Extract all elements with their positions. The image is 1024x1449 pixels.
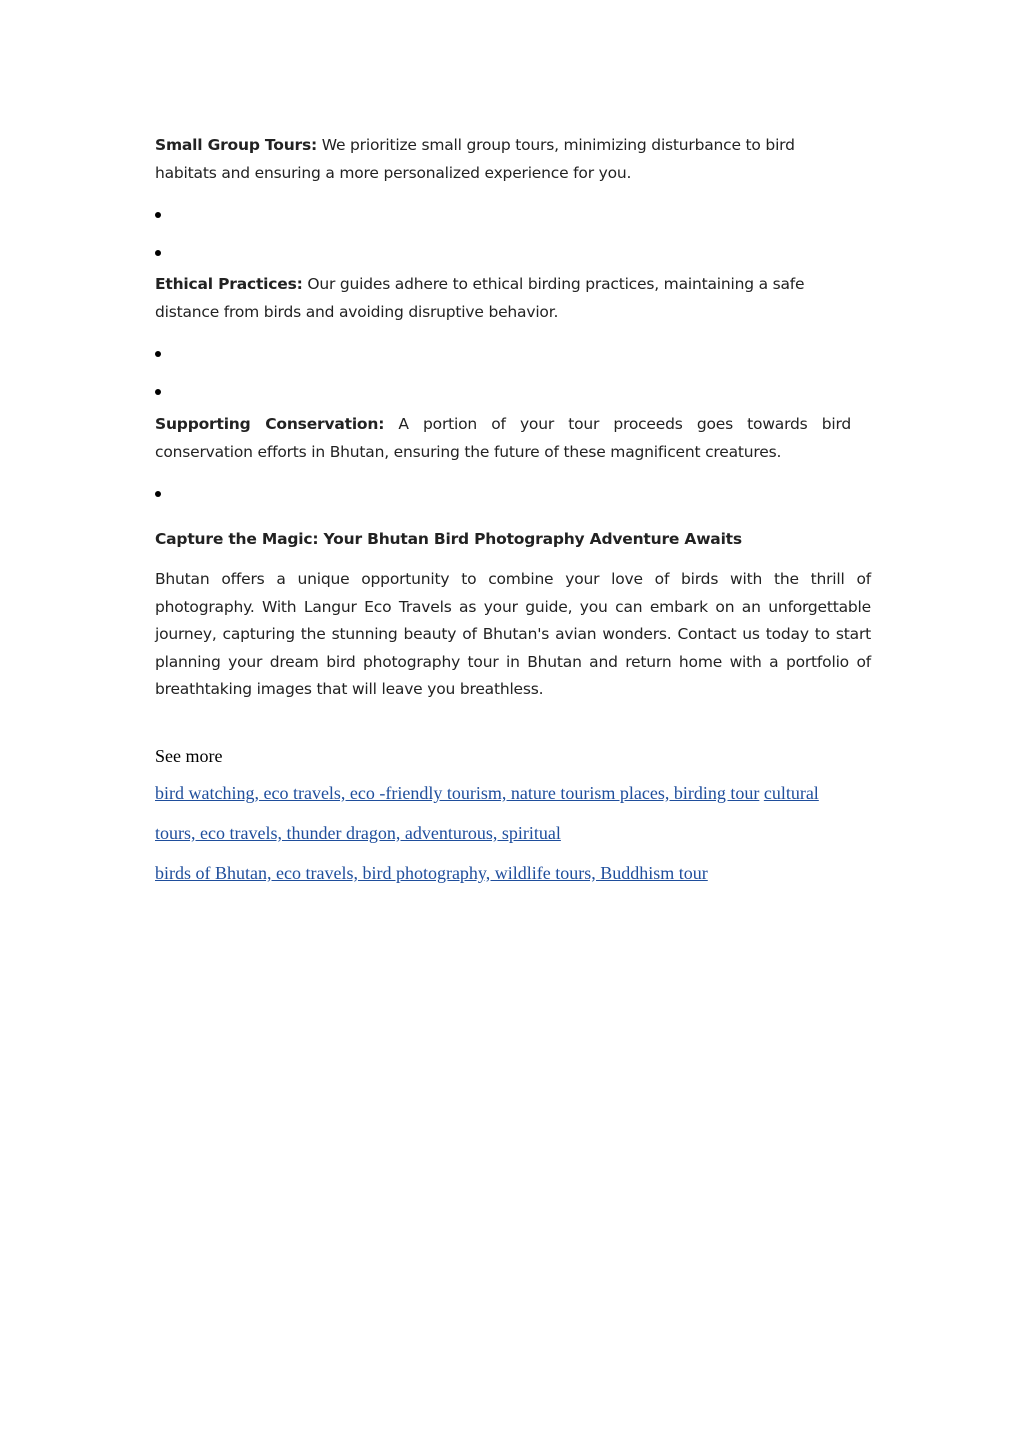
supporting-conservation-paragraph [155, 411, 851, 466]
tag-link-birds-of-bhutan[interactable]: birds of Bhutan, eco travels, bird photography, wildlife tours, Buddhism tour [155, 863, 708, 883]
small-group-tours-text: We prioritize small group tours, minimizing disturbance to bird habitats and ensuring a more personalized experience for you. [155, 136, 795, 182]
supporting-conservation-term: Supporting Conservation: [155, 415, 385, 433]
capture-paragraph: Bhutan offers a unique opportunity to combine your love of birds with the thrill of photography. With Langur Eco Travels as your guide, you can embark on an unforgettable journey, capturing the stunning beauty of Bhutan's avian wonders. Contact us today to start planning your dream bird photography tour in Bhutan and return home with a portfolio of breathtaking images that will leave you breathless. [155, 570, 871, 698]
link-line-3 [155, 861, 708, 885]
small-group-tours-term: Small Group Tours: [155, 136, 318, 154]
bullet-icon [155, 388, 163, 396]
supporting-conservation-text: A portion of your tour proceeds goes towards bird conservation efforts in Bhutan, ensuring the future of these magnificent creatures. [155, 415, 851, 461]
bullet-icon [155, 350, 163, 358]
bullet-icon [155, 249, 163, 257]
ethical-practices-text: Our guides adhere to ethical birding practices, maintaining a safe distance from birds and avoiding disruptive behavior. [155, 275, 805, 321]
tag-link-birding[interactable]: bird watching, eco travels, eco -friendly tourism, nature tourism places, birding tour [155, 783, 760, 803]
link-line-1 [155, 781, 819, 805]
link-line-2 [155, 821, 561, 845]
see-more-label: See more [155, 746, 223, 766]
tag-link-cultural[interactable]: cultural [763, 783, 819, 803]
bullet-icon [155, 490, 163, 498]
ethical-practices-term: Ethical Practices: [155, 275, 303, 293]
ethical-practices-paragraph [155, 271, 835, 326]
small-group-tours-paragraph [155, 132, 835, 187]
tag-link-cultural-tours[interactable]: tours, eco travels, thunder dragon, adventurous, spiritual [155, 823, 561, 843]
section-heading: Capture the Magic: Your Bhutan Bird Photography Adventure Awaits [155, 530, 742, 548]
bullet-icon [155, 211, 163, 219]
